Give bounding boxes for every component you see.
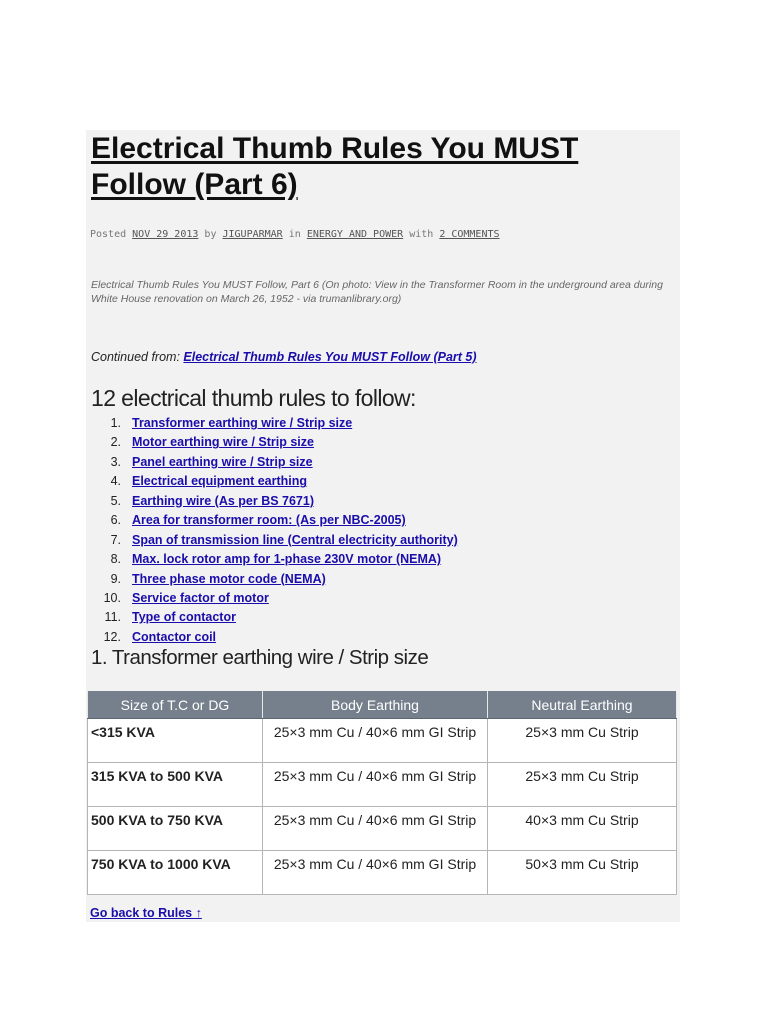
rule-item (91, 433, 458, 452)
rule-item (91, 589, 458, 608)
table-row (88, 807, 677, 851)
rules-list (91, 414, 458, 647)
rule-link[interactable]: Three phase motor code (NEMA) (132, 571, 326, 586)
post-meta (90, 228, 500, 242)
rule-number: 8. (110, 552, 121, 567)
column-header-neutral: Neutral Earthing (488, 691, 677, 719)
table-row (88, 851, 677, 895)
table-row (88, 763, 677, 807)
rule-number: 10. (103, 590, 121, 605)
earthing-table (87, 691, 677, 895)
photo-caption: Electrical Thumb Rules You MUST Follow, Part 6 (On photo: View in the Transformer Room in the underground area during White House renovation on March 26, 1952 - via trumanlibrary.org) (91, 279, 663, 305)
rule-link[interactable]: Contactor coil (132, 629, 217, 644)
rule-number: 9. (110, 571, 121, 586)
cell-body-earthing: 25×3 mm Cu / 40×6 mm GI Strip (263, 851, 488, 895)
table-header-row (88, 691, 677, 719)
cell-body-earthing: 25×3 mm Cu / 40×6 mm GI Strip (263, 807, 488, 851)
rule-item (91, 472, 458, 491)
rule-item (91, 608, 458, 627)
rule-link[interactable]: Max. lock rotor amp for 1-phase 230V motor (NEMA) (132, 552, 442, 567)
rule-number: 6. (110, 513, 121, 528)
by-label: by (204, 229, 217, 240)
cell-neutral-earthing: 25×3 mm Cu Strip (488, 763, 677, 807)
cell-size: 315 KVA to 500 KVA (88, 763, 263, 807)
rule-item (91, 550, 458, 569)
rule-link[interactable]: Transformer earthing wire / Strip size (132, 416, 353, 430)
cell-size: 500 KVA to 750 KVA (88, 807, 263, 851)
posted-label: Posted (90, 229, 127, 240)
cell-size: <315 KVA (88, 719, 263, 763)
category-link[interactable]: ENERGY AND POWER (306, 229, 404, 240)
rule-item (91, 531, 458, 550)
rule-link[interactable]: Earthing wire (As per BS 7671) (132, 493, 315, 508)
cell-body-earthing: 25×3 mm Cu / 40×6 mm GI Strip (263, 763, 488, 807)
table-row (88, 719, 677, 763)
rule-number: 12. (103, 629, 121, 644)
rule-link[interactable]: Type of contactor (132, 610, 236, 625)
author-link[interactable]: JIGUPARMAR (222, 229, 283, 240)
rule-item (91, 492, 458, 511)
rule-number: 2. (110, 435, 121, 450)
rule-item (91, 511, 458, 530)
rule-number: 7. (110, 532, 121, 547)
rule-number: 3. (110, 454, 121, 469)
cell-size: 750 KVA to 1000 KVA (88, 851, 263, 895)
rule-number: 1. (110, 416, 121, 430)
rules-heading: 12 electrical thumb rules to follow: (91, 385, 416, 411)
continued-label: Continued from: (91, 350, 180, 364)
rule-link[interactable]: Electrical equipment earthing (132, 474, 308, 489)
in-label: in (288, 229, 301, 240)
previous-part-link[interactable]: Electrical Thumb Rules You MUST Follow (Part 5) (183, 350, 477, 364)
rule-item (91, 453, 458, 472)
with-label: with (409, 229, 434, 240)
cell-body-earthing: 25×3 mm Cu / 40×6 mm GI Strip (263, 719, 488, 763)
cell-neutral-earthing: 40×3 mm Cu Strip (488, 807, 677, 851)
rule-link[interactable]: Motor earthing wire / Strip size (132, 435, 314, 450)
column-header-size: Size of T.C or DG (88, 691, 263, 719)
article-title[interactable]: Electrical Thumb Rules You MUST Follow (Part 6) (91, 132, 579, 201)
rule-item (91, 414, 458, 433)
column-header-body: Body Earthing (263, 691, 488, 719)
section-heading: 1. Transformer earthing wire / Strip size (91, 646, 429, 669)
rule-link[interactable]: Span of transmission line (Central electricity authority) (132, 532, 458, 547)
rule-link[interactable]: Area for transformer room: (As per NBC-2005) (132, 513, 406, 528)
rule-number: 11. (104, 610, 121, 625)
cell-neutral-earthing: 25×3 mm Cu Strip (488, 719, 677, 763)
rule-link[interactable]: Panel earthing wire / Strip size (132, 454, 313, 469)
cell-neutral-earthing: 50×3 mm Cu Strip (488, 851, 677, 895)
continued-from (91, 349, 477, 365)
rule-link[interactable]: Service factor of motor (132, 590, 269, 605)
rule-number: 4. (110, 474, 121, 489)
rule-number: 5. (110, 493, 121, 508)
back-to-rules-link[interactable]: Go back to Rules ↑ (90, 906, 202, 920)
post-date-link[interactable]: NOV 29 2013 (132, 229, 199, 240)
comments-link[interactable]: 2 COMMENTS (439, 229, 500, 240)
rule-item (91, 570, 458, 589)
